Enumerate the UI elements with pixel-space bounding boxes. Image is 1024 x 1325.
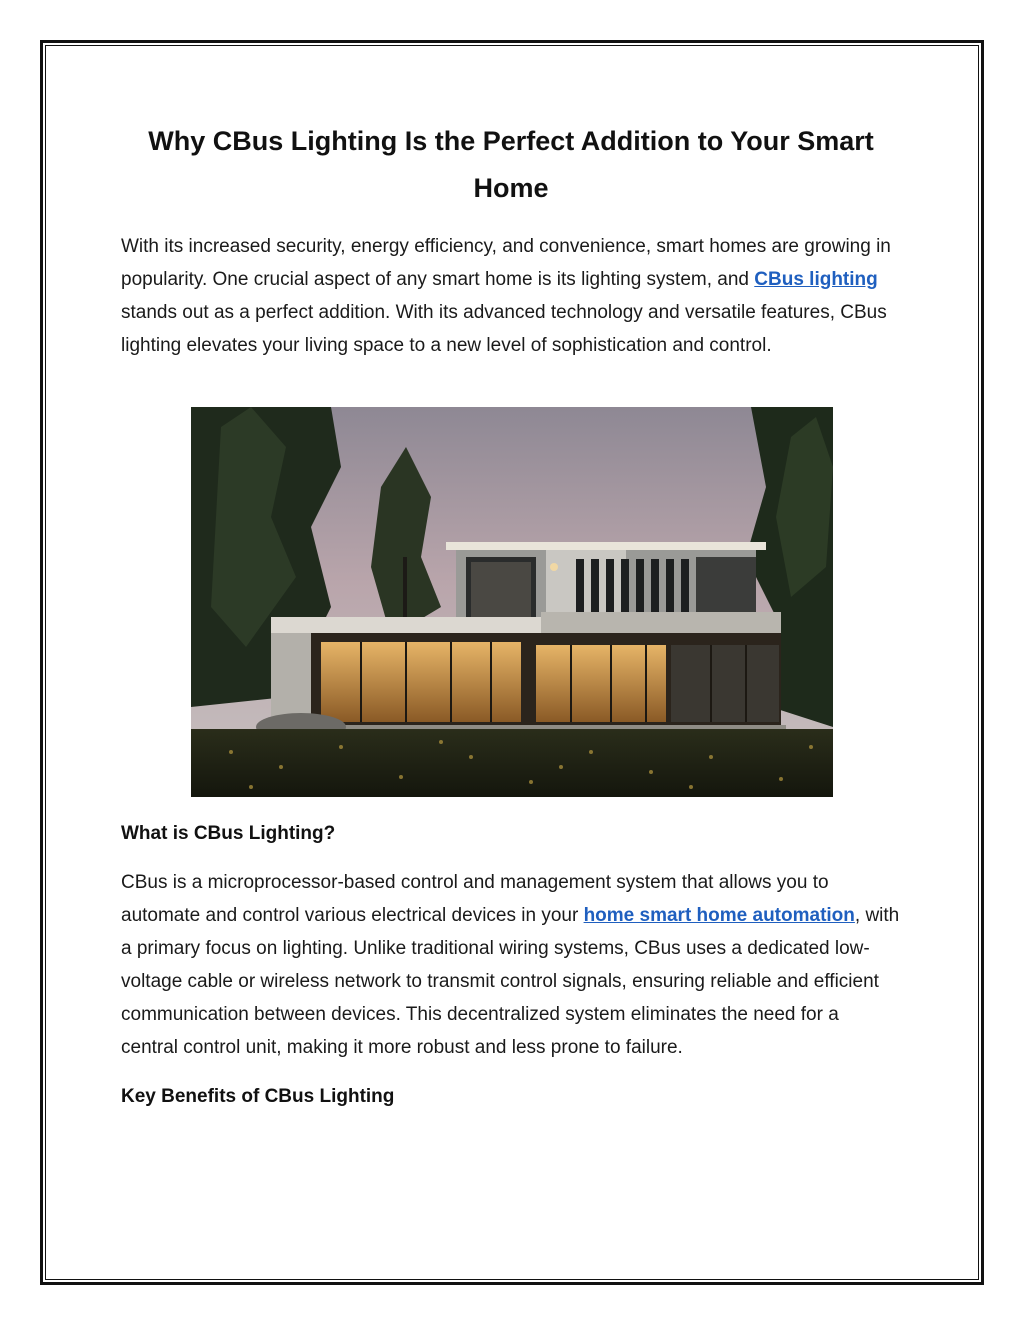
cbus-lighting-link[interactable]: CBus lighting	[754, 269, 878, 290]
article-body-lower	[121, 817, 901, 1113]
section1-text-2: , with a primary focus on lighting. Unlike traditional wiring systems, CBus uses a dedicated low-voltage cable or wireless network to transmit control signals, ensuring reliable and efficient communication between devices. This decentralized system eliminates the need for a central control unit, making it more robust and less prone to failure.	[121, 905, 900, 1058]
section1-text-1: CBus is a microprocessor-based control and management system that allows you to automate and control various electrical devices in your	[121, 872, 829, 926]
intro-paragraph	[121, 230, 901, 362]
intro-text-2: stands out as a perfect addition. With its advanced technology and versatile features, CBus lighting elevates your living space to a new level of sophistication and control.	[121, 302, 887, 356]
article	[121, 118, 901, 362]
modern-house-photo	[191, 407, 833, 797]
section-heading-key-benefits: Key Benefits of CBus Lighting	[121, 1086, 395, 1107]
section-heading-what-is: What is CBus Lighting?	[121, 823, 336, 844]
article-title: Why CBus Lighting Is the Perfect Addition to Your Smart Home	[148, 126, 874, 203]
section1-paragraph	[121, 866, 901, 1064]
intro-text-1: With its increased security, energy efficiency, and convenience, smart homes are growing in popularity. One crucial aspect of any smart home is its lighting system, and	[121, 236, 891, 290]
home-automation-link[interactable]: home smart home automation	[583, 905, 855, 926]
